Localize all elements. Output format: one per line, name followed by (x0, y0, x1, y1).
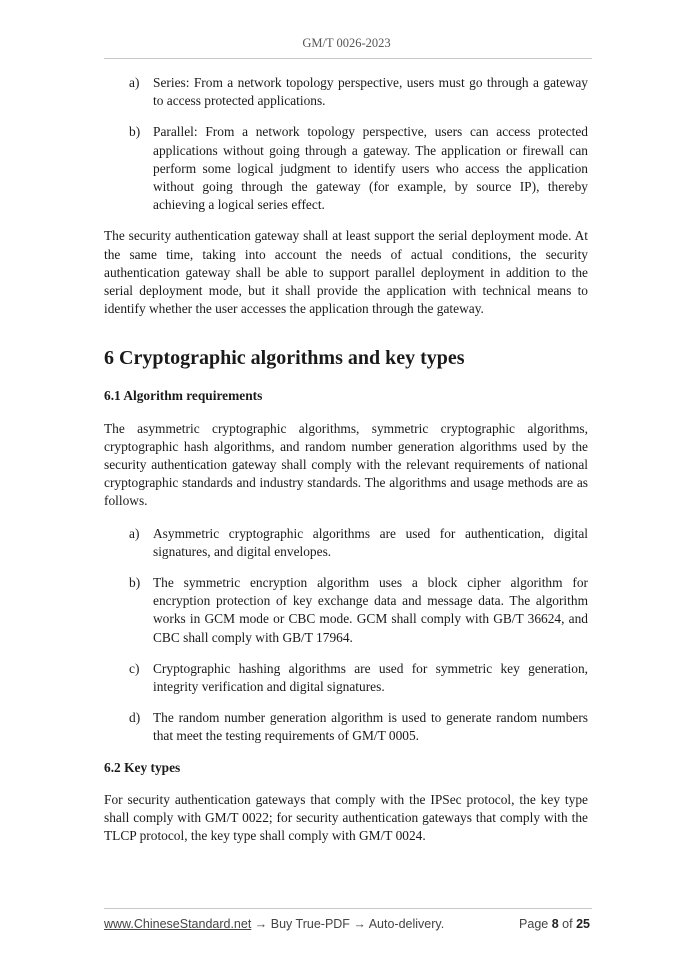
list-item-text: Asymmetric cryptographic algorithms are used for authentication, digital signatures, and digital envelopes. (153, 525, 588, 559)
list-marker: b) (129, 124, 141, 140)
list-item (104, 525, 588, 561)
header-divider (104, 58, 592, 59)
list-item (104, 123, 588, 214)
list-item-text: Series: From a network topology perspective, users must go through a gateway to access protected applications. (153, 75, 588, 109)
footer-tagline: → Buy True-PDF → Auto-delivery. (251, 917, 445, 931)
list-item-text: The symmetric encryption algorithm uses a block cipher algorithm for encryption protection of key exchange data and message data. The algorithm works in GCM mode or CBC mode. GCM shall comply with GB/T 36624, and CBC shall comply with GB/T 17964. (153, 575, 588, 645)
page-body (104, 74, 588, 860)
subsection-heading-6-2: 6.2 Key types (104, 759, 181, 775)
list-item (104, 709, 588, 745)
list-item (104, 660, 588, 696)
page-footer (104, 917, 590, 931)
list-marker: d) (129, 710, 141, 726)
list-marker: b) (129, 575, 141, 591)
footer-divider (104, 908, 592, 909)
algorithm-intro-paragraph: The asymmetric cryptographic algorithms, symmetric cryptographic algorithms, cryptographic hash algorithms, and random number generation algorithms used by the security authentication gateway shall comply with the relevant requirements of national cryptographic standards and industry standards. The algorithms and usage methods are as follows. (104, 420, 588, 509)
list-marker: c) (129, 660, 140, 676)
running-header: GM/T 0026-2023 (302, 36, 391, 50)
list-marker: a) (129, 75, 140, 90)
current-page: 8 (551, 917, 559, 931)
list-item-text: The random number generation algorithm is used to generate random numbers that meet the testing requirements of GM/T 0005. (153, 710, 588, 744)
total-pages: 25 (576, 917, 590, 931)
key-types-paragraph: For security authentication gateways that comply with the IPSec protocol, the key type shall comply with GM/T 0022; for security authentication gateways that comply with the TLCP protocol, the key type shall comply with GM/T 0024. (104, 791, 588, 844)
subsection-heading-6-1: 6.1 Algorithm requirements (104, 388, 263, 404)
of-word: of (562, 917, 573, 931)
site-link[interactable]: www.ChineseStandard.net (104, 917, 252, 931)
list-item-text: Cryptographic hashing algorithms are used for symmetric key generation, integrity verification and digital signatures. (153, 660, 588, 695)
page-word: Page (519, 917, 549, 931)
deployment-paragraph: The security authentication gateway shall at least support the serial deployment mode. At the same time, taking into account the needs of actual conditions, the security authentication gateway shall be able to support parallel deployment in addition to the serial deployment mode, but it shall provide the application with technical means to identify whether the user accesses the application through the gateway. (104, 228, 588, 317)
list-marker: a) (129, 525, 140, 541)
section-heading-6: 6 Cryptographic algorithms and key types (104, 347, 465, 370)
list-item (104, 574, 588, 647)
list-item (104, 74, 588, 110)
list-item-text: Parallel: From a network topology perspective, users can access protected applications without going through a gateway. The application or firewall can perform some logical judgment to identify users who access the application without going through the gateway (for example, by source IP), thereby achieving a logical series effect. (153, 124, 588, 213)
page-number (519, 917, 590, 931)
